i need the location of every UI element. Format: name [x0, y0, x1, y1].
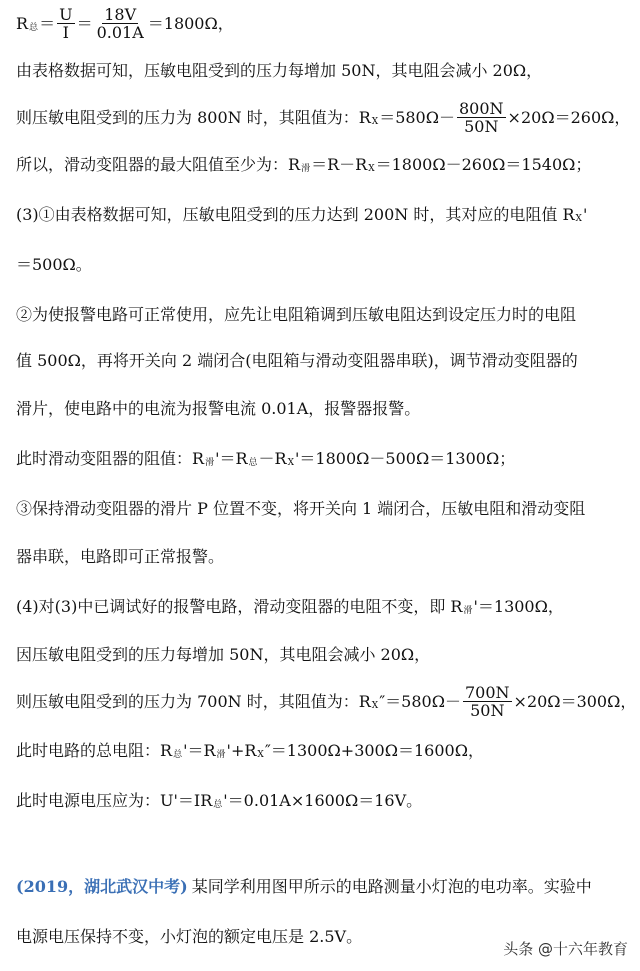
fraction-u-over-i — [57, 6, 74, 41]
text-run: ×20Ω＝260Ω， — [507, 107, 631, 127]
next-question-line — [16, 876, 632, 898]
equation-total-resistance — [16, 6, 632, 41]
subscript-total: 总 — [248, 458, 258, 468]
text-run: '＝R — [183, 741, 216, 760]
subscript-slider: 滑 — [205, 458, 215, 468]
step-3-3-line: ③保持滑动变阻器的滑片 P 位置不变，将开关向 1 端闭合，压敏电阻和滑动变阻 — [16, 499, 586, 518]
symbol-r: R — [16, 13, 29, 33]
text-run: '＝0.01A×1600Ω＝16V。 — [223, 791, 423, 810]
denominator: 50N — [470, 701, 505, 720]
fraction-800n-over-50n — [457, 100, 506, 135]
question-source-label: (2019，湖北武汉中考) — [16, 877, 188, 896]
subscript-x: X — [371, 700, 379, 711]
text-run: ＝1800Ω－260Ω＝1540Ω； — [375, 155, 592, 174]
equals-sign: ＝ — [76, 13, 93, 33]
text-run: 则压敏电阻受到的压力为 700N 时，其阻值为：R — [16, 691, 371, 711]
equation-max-slider-resistance — [16, 154, 632, 176]
step-4-line — [16, 596, 632, 618]
subscript-x: X — [287, 458, 295, 468]
text-run: (3)①由表格数据可知，压敏电阻受到的压力达到 200N 时，其对应的电阻值 R — [16, 205, 575, 224]
equals-sign: ＝ — [39, 13, 56, 33]
text-run: 某同学利用图甲所示的电路测量小灯泡的电功率。实验中 — [191, 877, 592, 896]
text-run: ＝580Ω－ — [379, 107, 455, 127]
text-run: ' — [582, 205, 588, 224]
equation-source-voltage — [16, 790, 632, 812]
text-run: ″＝1300Ω+300Ω＝1600Ω， — [264, 741, 484, 760]
equation-800n-resistance — [16, 100, 632, 135]
equation-result: ＝1800Ω， — [147, 13, 234, 33]
text-line: 由表格数据可知，压敏电阻受到的压力每增加 50N，其电阻会减小 20Ω， — [16, 61, 543, 80]
numerator: U — [59, 5, 73, 24]
text-run: ＝R－R — [311, 155, 368, 174]
text-run: 此时滑动变阻器的阻值：R — [16, 449, 205, 468]
watermark — [503, 938, 628, 959]
text-run: 则压敏电阻受到的压力为 800N 时，其阻值为：R — [16, 107, 371, 127]
equation-700n-resistance — [16, 683, 637, 720]
denominator: I — [62, 23, 69, 42]
subscript-slider: 滑 — [463, 606, 473, 616]
step-3-2-line: ②为使报警电路可正常使用，应先让电阻箱调到压敏电阻达到设定压力时的电阻 — [16, 305, 577, 324]
equation-total-circuit-resistance — [16, 740, 632, 762]
text-run: 所以，滑动变阻器的最大阻值至少为：R — [16, 155, 301, 174]
text-line: 器串联，电路即可正常报警。 — [16, 547, 225, 566]
text-run: '+R — [226, 741, 257, 760]
text-run: －R — [258, 449, 287, 468]
subscript-total: 总 — [213, 800, 223, 810]
text-line: 因压敏电阻受到的压力每增加 50N，其电阻会减小 20Ω， — [16, 645, 431, 664]
text-line: 值 500Ω，再将开关向 2 端闭合(电阻箱与滑动变阻器串联)，调节滑动变阻器的 — [16, 351, 578, 370]
subscript-x: X — [257, 750, 264, 760]
step-3-1-line — [16, 204, 632, 226]
text-run: '＝1800Ω－500Ω＝1300Ω； — [295, 449, 516, 468]
text-run: (4)对(3)中已调试好的报警电路，滑动变阻器的电阻不变，即 R — [16, 597, 463, 616]
text-run: 此时电源电压应为：U'＝IR — [16, 791, 213, 810]
text-line: 电源电压保持不变，小灯泡的额定电压是 2.5V。 — [16, 927, 363, 946]
denominator: 0.01A — [96, 23, 144, 42]
text-run: '＝R — [215, 449, 248, 468]
subscript-total: 总 — [173, 750, 183, 760]
subscript-slider: 滑 — [301, 164, 311, 174]
fraction-700n-over-50n — [463, 684, 512, 719]
subscript-x: X — [575, 214, 582, 224]
numerator: 800N — [459, 99, 504, 118]
numerator: 700N — [464, 683, 510, 702]
text-run: ×20Ω＝300Ω， — [513, 691, 637, 711]
text-run: ″＝580Ω－ — [379, 691, 461, 711]
subscript-total: 总 — [29, 22, 39, 33]
subscript-slider: 滑 — [216, 750, 226, 760]
numerator: 18V — [104, 5, 137, 24]
text-run: 此时电路的总电阻：R — [16, 741, 173, 760]
fraction-voltage-over-current — [95, 6, 146, 41]
text-line: ＝500Ω。 — [16, 255, 92, 274]
text-line: 滑片，使电路中的电流为报警电流 0.01A，报警器报警。 — [16, 399, 421, 418]
denominator: 50N — [464, 117, 499, 136]
watermark-text: 头条 @十六年教育 — [503, 940, 628, 958]
equation-slider-resistance — [16, 448, 632, 470]
subscript-x: X — [371, 116, 379, 127]
subscript-x: X — [368, 164, 375, 174]
text-run: '＝1300Ω， — [473, 597, 564, 616]
